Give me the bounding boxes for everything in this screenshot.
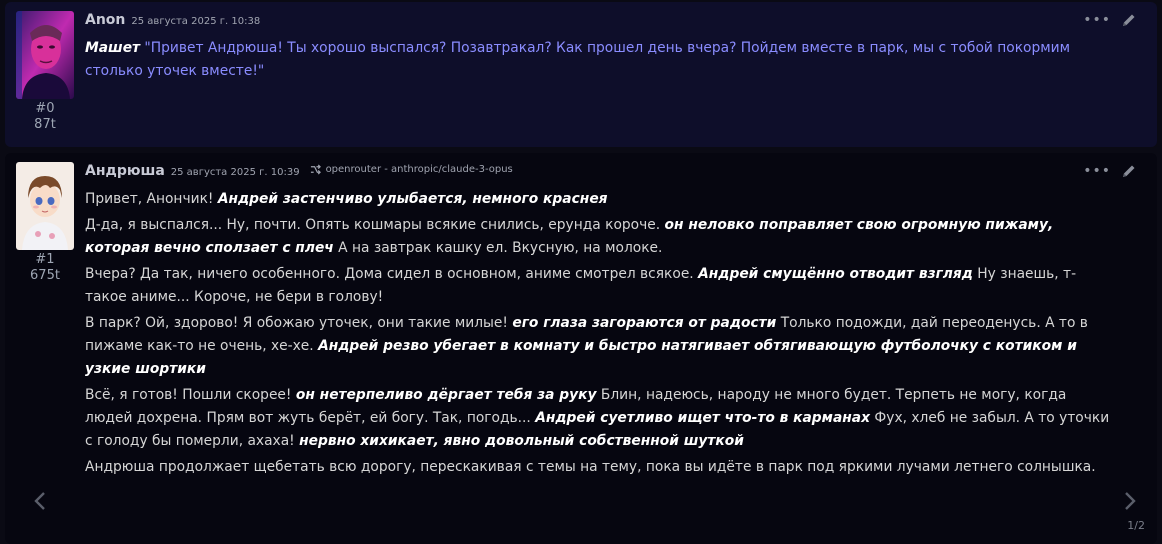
action-text: он нетерпеливо дёргает тебя за руку — [295, 387, 597, 403]
message-paragraph — [85, 384, 1115, 453]
speech-text: А на завтрак кашку ел. Вкусную, на молоке. — [333, 240, 663, 256]
chevron-left-icon[interactable] — [33, 491, 47, 511]
author-name: Андрюша — [85, 163, 165, 179]
message-actions — [1083, 163, 1137, 179]
action-text: он неловко поправляет свою огромную пижаму, которая вечно сползает с плеч — [85, 217, 1054, 256]
speech-text: Д-да, я выспался... Ну, почти. Опять кошмары всякие снились, ерунда короче. — [85, 217, 665, 233]
action-text: Андрей застенчиво улыбается, немного краснея — [217, 191, 608, 207]
user-message — [5, 2, 1157, 147]
token-count: 675t — [30, 268, 60, 283]
action-text: его глаза загораются от радости — [512, 315, 777, 331]
token-count: 87t — [34, 117, 56, 132]
action-text: Андрей смущённо отводит взгляд — [698, 266, 973, 282]
speech-text: Привет, Анончик! — [85, 191, 218, 207]
message-paragraph — [85, 188, 1115, 211]
message-text — [85, 188, 1115, 479]
message-block — [85, 12, 1137, 86]
message-actions — [1083, 12, 1137, 28]
message-paragraph — [85, 263, 1115, 309]
speech-text: Блин, надеюсь, народу не много будет. Терпеть не могу, когда людей дохрена. Прям вот жуть берёт, ей богу. Так, погодь... — [85, 387, 1067, 426]
speech-text: Только подожди, дай переоденусь. А то в пижаме как-то не очень, хе-хе. — [85, 315, 1088, 354]
author-name: Anon — [85, 12, 126, 28]
pencil-icon[interactable] — [1121, 163, 1137, 179]
message-header — [85, 12, 1137, 32]
speech-text: Андрюша продолжает щебетать всю дорогу, перескакивая с темы на тему, пока вы идёте в парк под яркими лучами летнего солнышка. — [85, 459, 1096, 475]
speech-text: Вчера? Да так, ничего особенного. Дома сидел в основном, аниме смотрел всякое. — [85, 266, 699, 282]
action-text: Машет — [85, 40, 141, 56]
avatar-column — [16, 11, 74, 133]
timestamp: 25 августа 2025 г. 10:38 — [131, 16, 261, 27]
pencil-icon[interactable] — [1121, 12, 1137, 28]
speech-text: В парк? Ой, здорово! Я обожаю уточек, они такие милые! — [85, 315, 513, 331]
speech-text: Фух, хлеб не забыл. А то уточки с голоду бы померли, ахаха! — [85, 410, 1110, 449]
swipe-counter: 1/2 — [1127, 519, 1145, 532]
message-paragraph — [85, 214, 1115, 260]
message-paragraph — [85, 312, 1115, 381]
user-avatar[interactable] — [16, 11, 74, 99]
speech-text: Всё, я готов! Пошли скорее! — [85, 387, 296, 403]
action-text: Андрей суетливо ищет что-то в карманах — [535, 410, 871, 426]
message-id: #1 — [35, 252, 55, 267]
speech-text: "Привет Андрюша! Ты хорошо выспался? Позавтракал? Как прошел день вчера? Пойдем вместе в парк, мы с тобой покормим столько уточек вместе!" — [85, 40, 1071, 79]
shuffle-icon — [310, 164, 321, 175]
message-header — [85, 163, 1137, 183]
message-paragraph — [85, 456, 1115, 479]
character-avatar[interactable] — [16, 162, 74, 250]
message-paragraph — [85, 37, 1115, 83]
ellipsis-icon[interactable]: ••• — [1083, 163, 1111, 179]
action-text: Андрей резво убегает в комнату и быстро натягивает обтягивающую футболочку с котиком и узкие шортики — [85, 338, 1077, 377]
ellipsis-icon[interactable]: ••• — [1083, 12, 1111, 28]
model-info — [310, 164, 513, 175]
speech-text: Ну знаешь, т-такое аниме... Короче, не бери в голову! — [85, 266, 1077, 305]
character-message — [5, 153, 1157, 544]
model-name: openrouter - anthropic/claude-3-opus — [325, 164, 513, 175]
message-text — [85, 37, 1115, 83]
action-text: нервно хихикает, явно довольный собственной шуткой — [299, 433, 744, 449]
message-id: #0 — [35, 101, 55, 116]
chevron-right-icon[interactable] — [1123, 491, 1137, 511]
avatar-column — [16, 162, 74, 284]
message-block — [85, 163, 1137, 482]
timestamp: 25 августа 2025 г. 10:39 — [170, 167, 300, 178]
